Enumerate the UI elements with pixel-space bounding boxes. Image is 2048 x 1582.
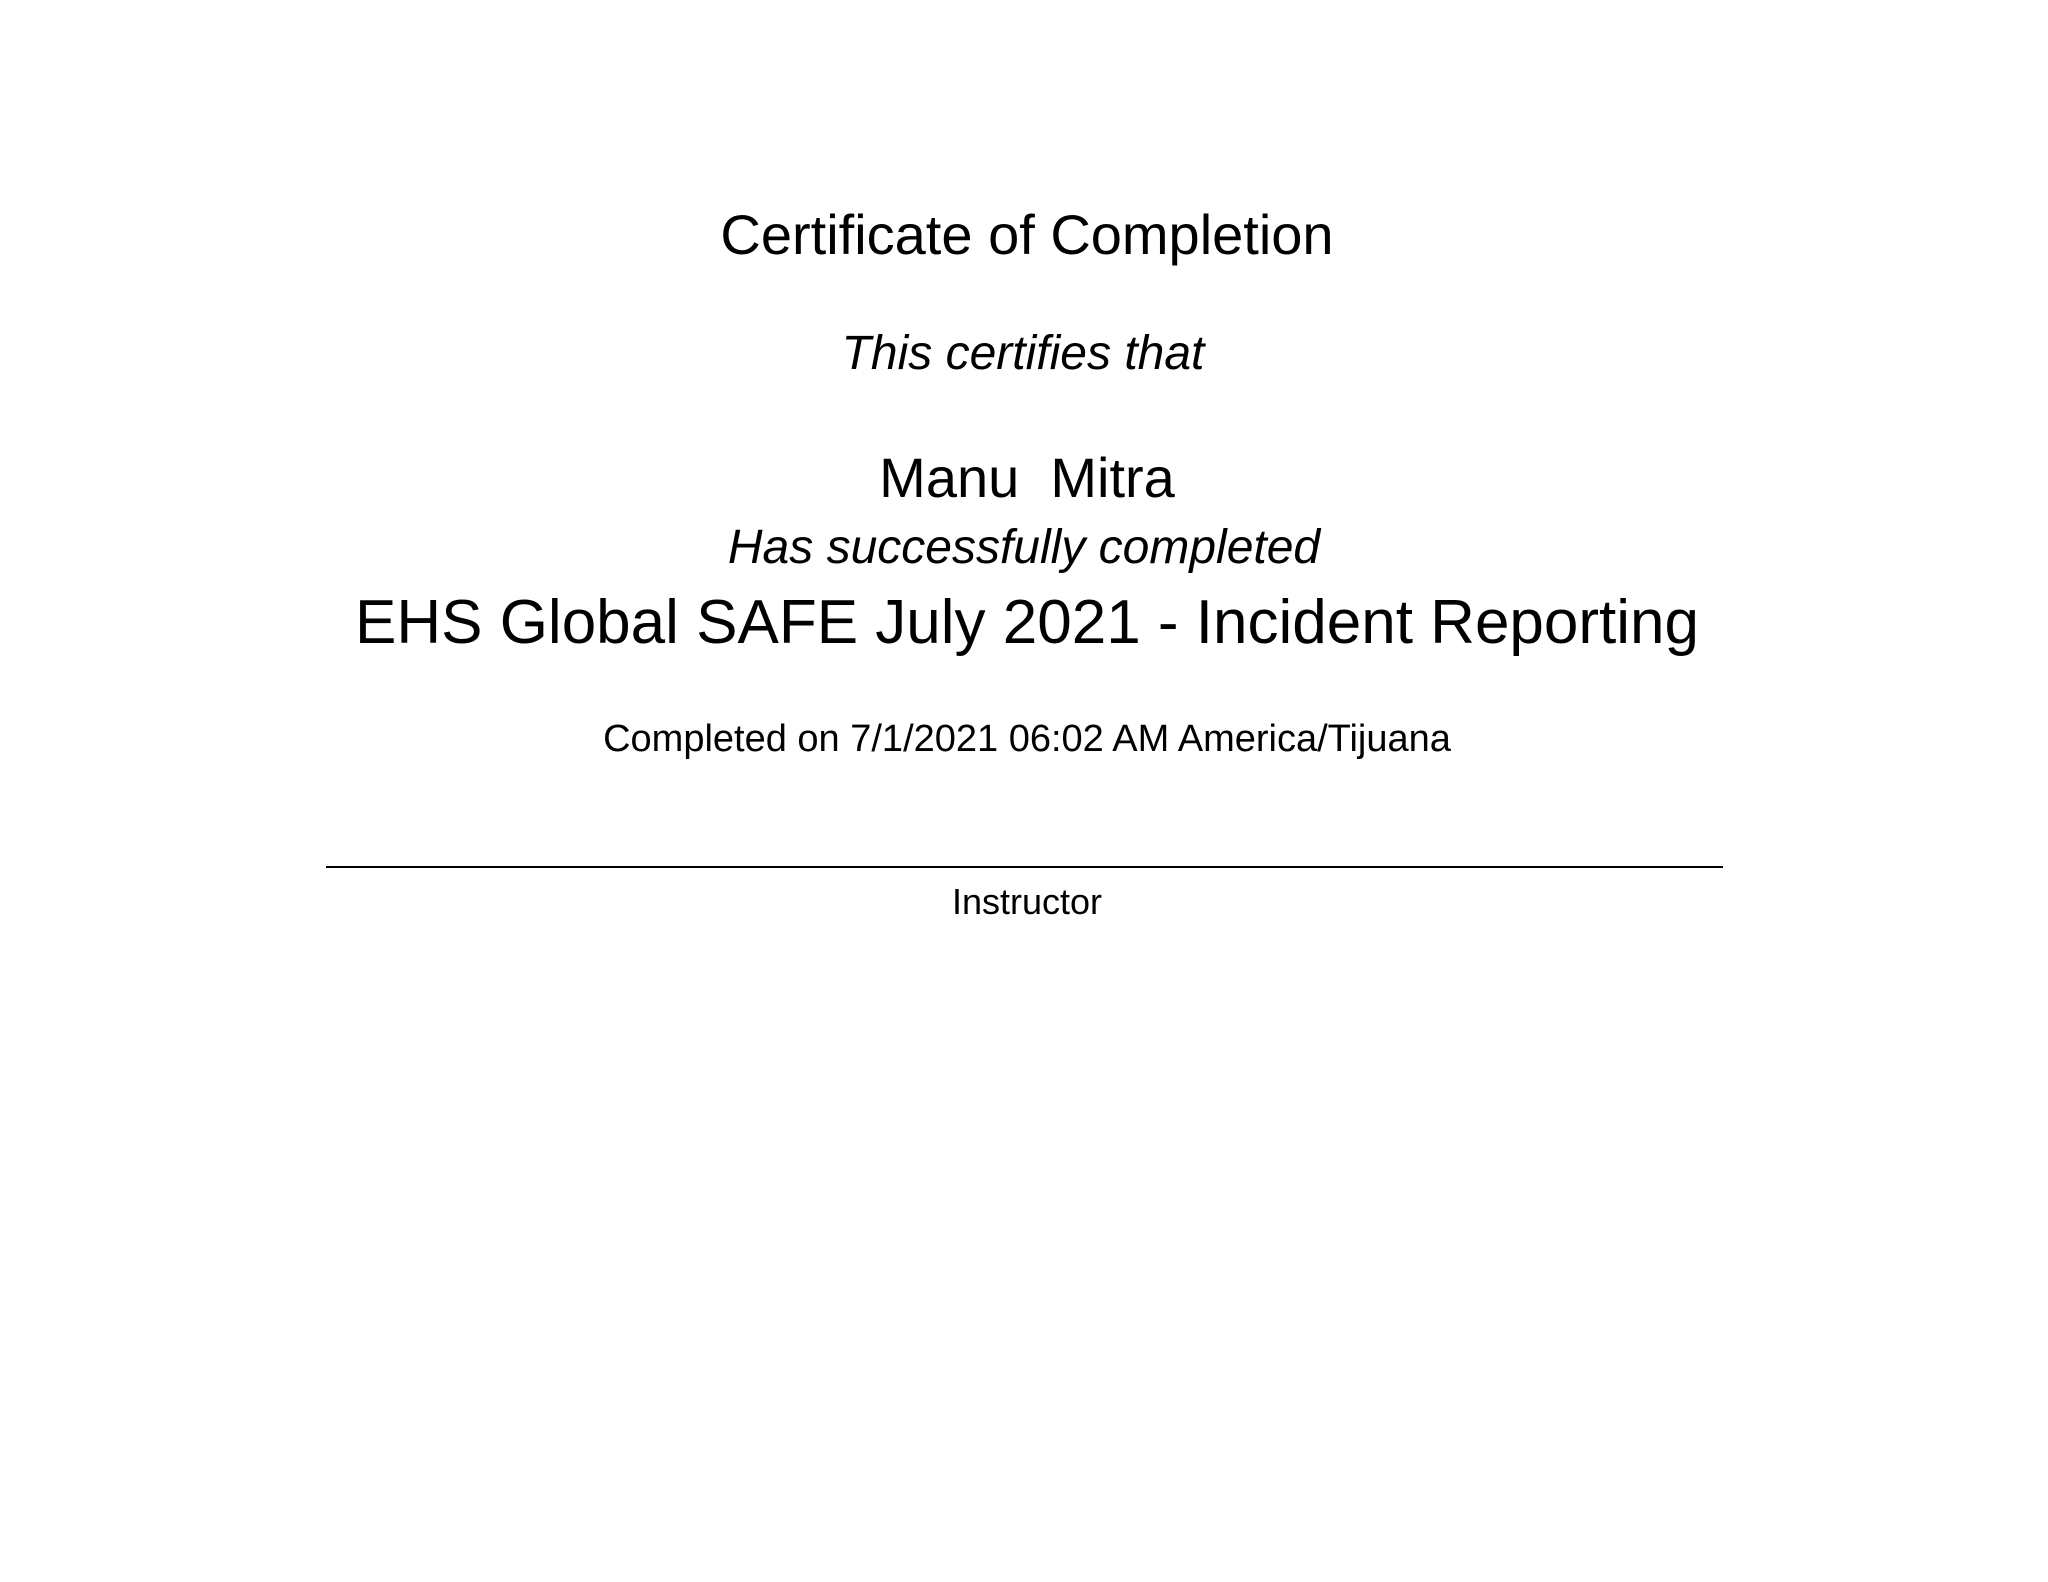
- certifies-text: This certifies that: [841, 327, 1205, 380]
- completed-text: Has successfully completed: [727, 521, 1321, 574]
- course-name: EHS Global SAFE July 2021 - Incident Reporting: [354, 588, 1700, 657]
- signature-line: [326, 866, 1723, 868]
- completion-date: Completed on 7/1/2021 06:02 AM America/Tijuana: [603, 718, 1451, 760]
- signature-label: Instructor: [951, 881, 1103, 922]
- certificate-title: Certificate of Completion: [720, 203, 1334, 266]
- recipient-name: Manu Mitra: [879, 446, 1175, 509]
